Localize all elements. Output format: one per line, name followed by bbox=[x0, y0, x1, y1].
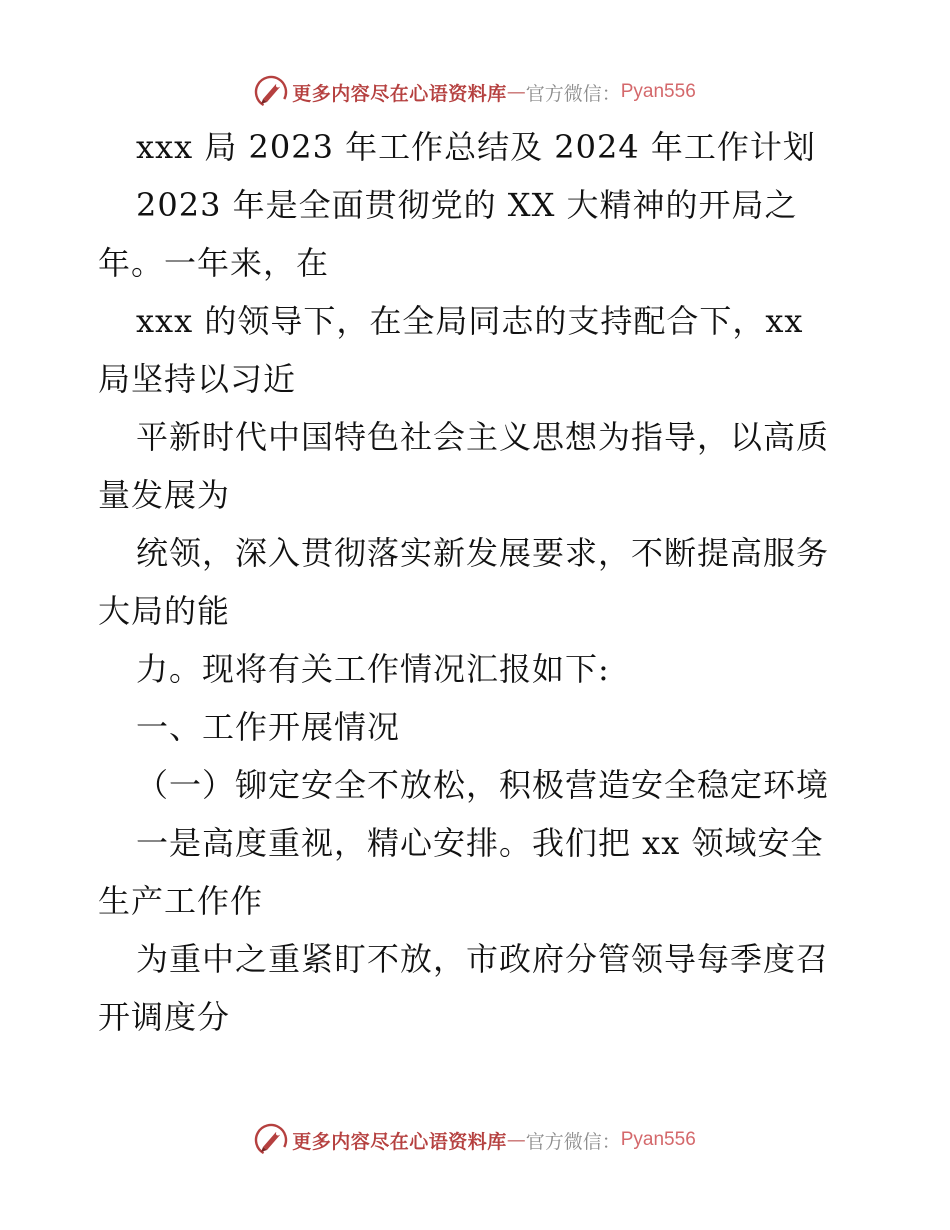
paragraph-line: xxx 的领导下，在全局同志的支持配合下，xx bbox=[136, 302, 804, 340]
paragraph-line: 2023 年是全面贯彻党的 XX 大精神的开局之 bbox=[136, 186, 798, 224]
pen-logo-icon bbox=[254, 75, 288, 109]
paragraph-line: 年。一年来，在 bbox=[98, 244, 330, 282]
watermark-site-name: 更多内容尽在心语资料库 bbox=[292, 1130, 507, 1153]
document-title: xxx 局 2023 年工作总结及 2024 年工作计划 bbox=[136, 128, 816, 166]
subsection-heading: （一）铆定安全不放松，积极营造安全稳定环境 bbox=[136, 766, 830, 804]
watermark-wechat-id: Pyan556 bbox=[620, 81, 696, 102]
header-watermark bbox=[0, 72, 950, 112]
paragraph-line: 为重中之重紧盯不放，市政府分管领导每季度召 bbox=[136, 940, 830, 978]
paragraph-line: 平新时代中国特色社会主义思想为指导，以高质 bbox=[136, 418, 830, 456]
footer-watermark bbox=[0, 1120, 950, 1160]
paragraph-line: 一是高度重视，精心安排。我们把 xx 领域安全 bbox=[136, 824, 824, 862]
watermark-dash: — bbox=[506, 81, 526, 103]
watermark-wechat-label: 官方微信： bbox=[525, 1130, 621, 1153]
paragraph-line: 开调度分 bbox=[98, 998, 231, 1036]
watermark-wechat-label: 官方微信： bbox=[525, 82, 621, 105]
watermark-wechat-id: Pyan556 bbox=[620, 1129, 696, 1150]
paragraph-line: 量发展为 bbox=[98, 476, 231, 514]
paragraph-line: 生产工作作 bbox=[98, 882, 264, 920]
watermark-site-name: 更多内容尽在心语资料库 bbox=[292, 82, 507, 105]
paragraph-line: 局坚持以习近 bbox=[98, 360, 297, 398]
paragraph-line: 力。现将有关工作情况汇报如下: bbox=[136, 650, 610, 688]
pen-logo-icon bbox=[254, 1123, 288, 1157]
paragraph-line: 统领，深入贯彻落实新发展要求，不断提高服务 bbox=[136, 534, 830, 572]
watermark-dash: — bbox=[506, 1129, 526, 1151]
section-heading: 一、工作开展情况 bbox=[136, 708, 401, 746]
paragraph-line: 大局的能 bbox=[98, 592, 231, 630]
